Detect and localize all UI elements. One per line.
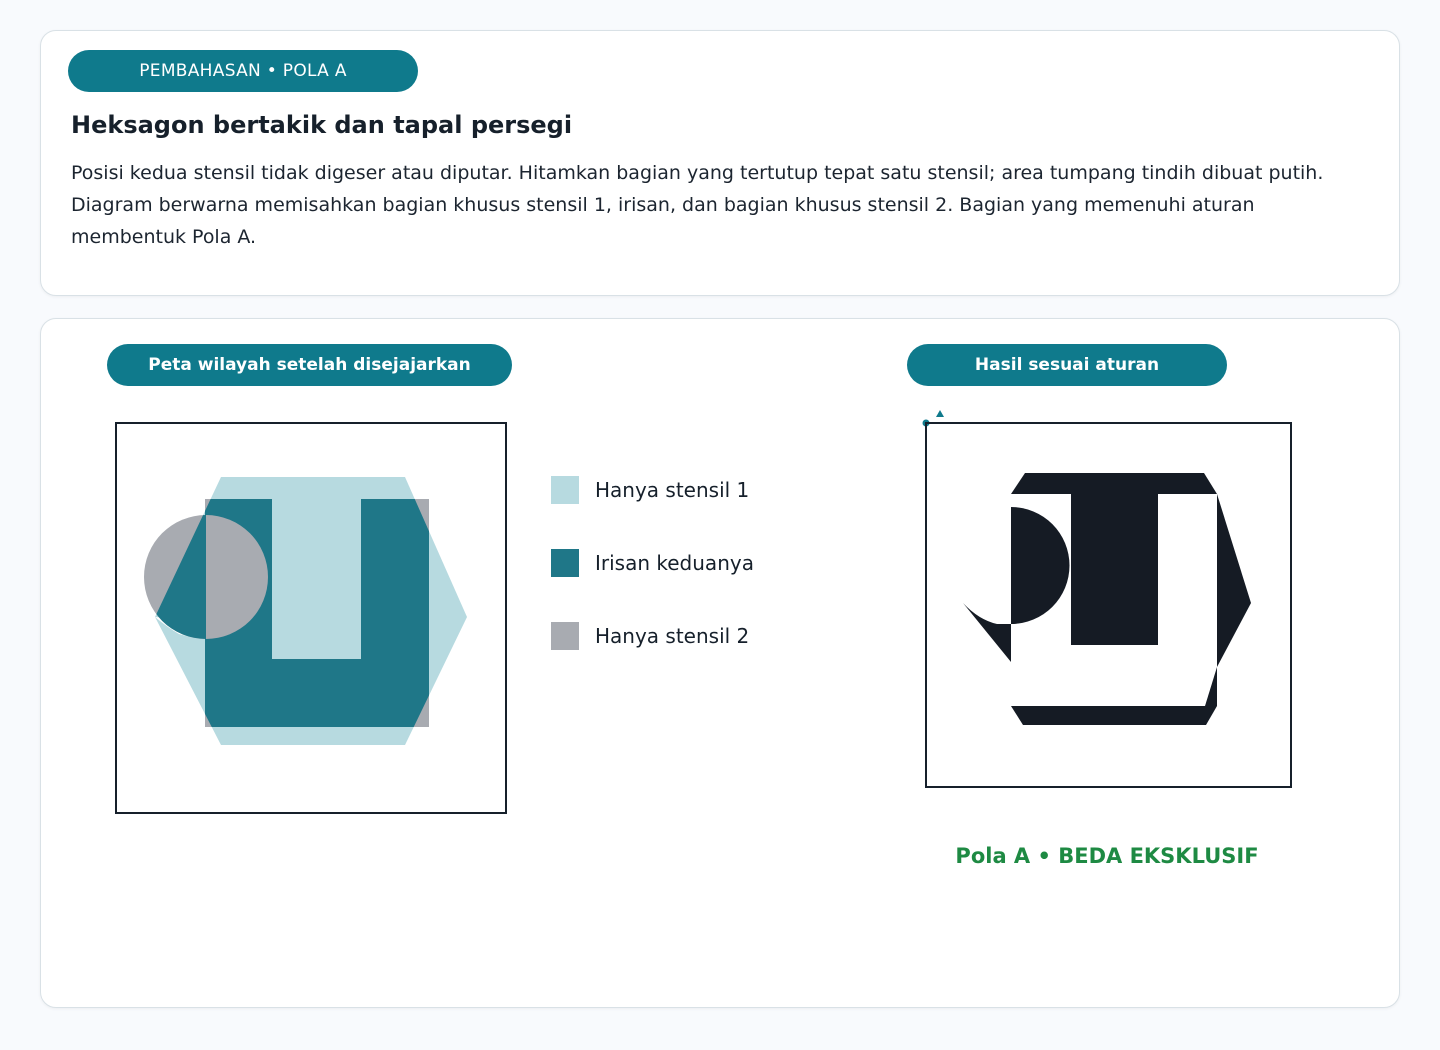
result-label: Pola A • BEDA EKSKLUSIF [955,844,1259,868]
result-pattern-diagram [919,407,1299,801]
legend-label: Hanya stensil 1 [595,478,750,502]
orientation-marker-icon [936,410,944,417]
explanation-card [40,30,1400,296]
legend-label: Irisan keduanya [595,551,754,575]
legend-swatch [551,549,579,577]
legend-swatch [551,476,579,504]
pattern-a-black-regions [963,473,1251,725]
diagram-card [40,318,1400,1008]
section-tag: PEMBAHASAN • POLA A [68,50,418,92]
legend-label: Hanya stensil 2 [595,624,750,648]
description-text: Posisi kedua stensil tidak digeser atau diputar. Hitamkan bagian yang tertutup tepat satu stensil; area tumpang tindih dibuat putih. Diagram berwarna memisahkan bagian khusus stensil 1, irisan, dan bagian khusus stensil 2. Bagian yang memenuhi aturan membentuk Pola A. [71,162,1324,248]
page-title: Heksagon bertakik dan tapal persegi [71,111,573,139]
legend-swatch [551,622,579,650]
stencil1-inner-region [272,499,361,659]
result-heading: Hasil sesuai aturan [907,344,1227,386]
region-map-diagram [115,422,507,814]
region-map-heading: Peta wilayah setelah disejajarkan [107,344,512,386]
